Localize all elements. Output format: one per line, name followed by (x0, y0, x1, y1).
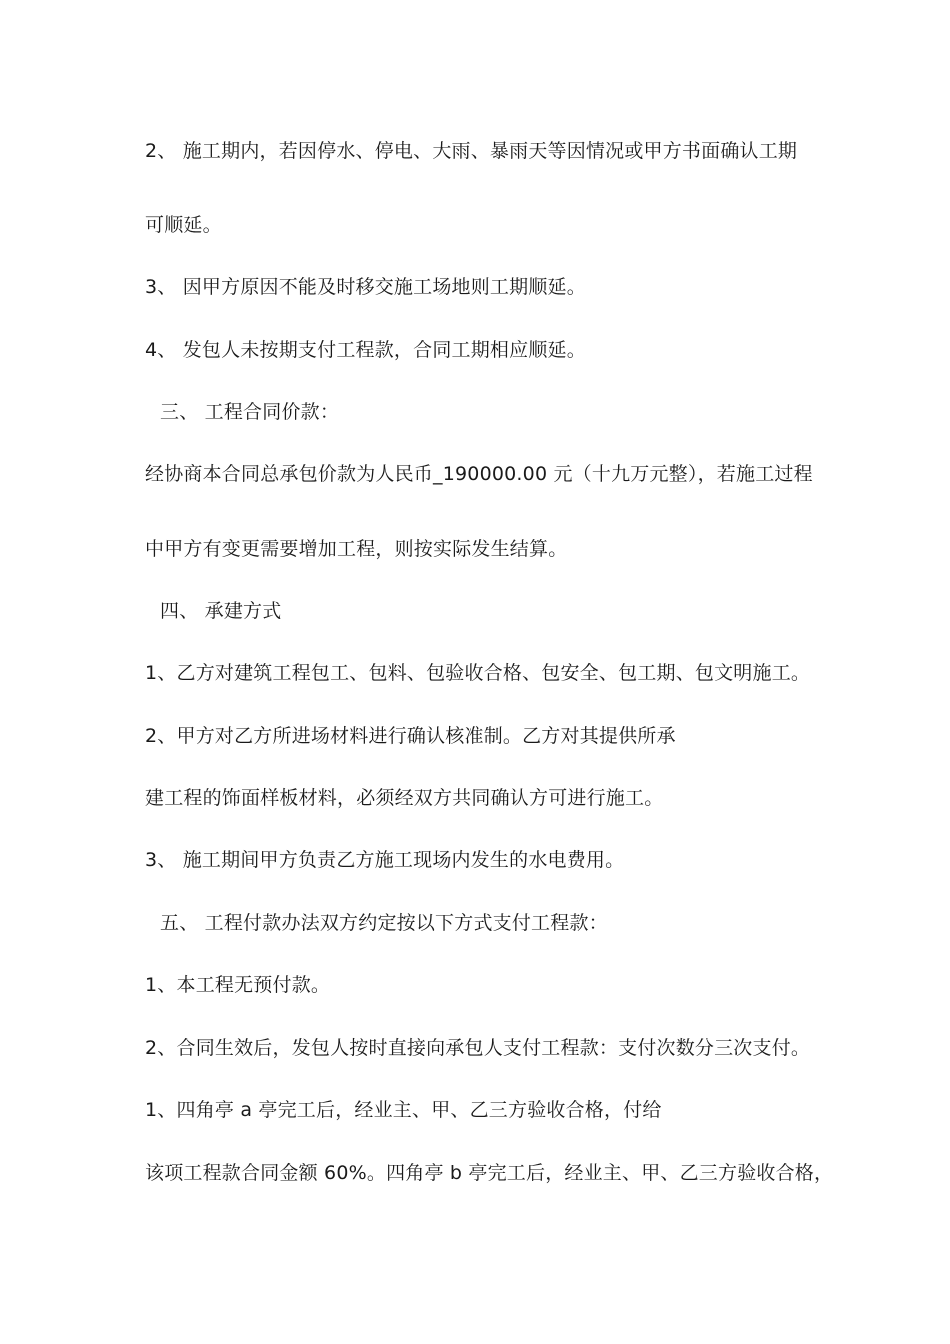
payment-subitem-1-line-2: 该项工程款合同金额 60%。四角亭 b 亭完工后，经业主、甲、乙三方验收合格， (145, 1162, 834, 1184)
section-4-heading: 四、 承建方式 (160, 600, 282, 622)
price-paragraph-line-2: 中甲方有变更需要增加工程，则按实际发生结算。 (145, 538, 568, 560)
clause-2-line-1: 2、 施工期内，若因停水、停电、大雨、暴雨天等因情况或甲方书面确认工期 (145, 140, 798, 162)
clause-4: 4、 发包人未按期支付工程款，合同工期相应顺延。 (145, 339, 586, 361)
section-3-heading: 三、 工程合同价款： (160, 401, 340, 423)
payment-item-2: 2、合同生效后，发包人按时直接向承包人支付工程款：支付次数分三次支付。 (145, 1037, 811, 1059)
construction-item-2-line-2: 建工程的饰面样板材料，必须经双方共同确认方可进行施工。 (145, 787, 664, 809)
construction-item-3: 3、 施工期间甲方负责乙方施工现场内发生的水电费用。 (145, 849, 625, 871)
section-5-heading: 五、 工程付款办法双方约定按以下方式支付工程款： (160, 912, 608, 934)
clause-3: 3、 因甲方原因不能及时移交施工场地则工期顺延。 (145, 276, 586, 298)
clause-2-line-2: 可顺延。 (145, 214, 222, 236)
payment-item-1: 1、本工程无预付款。 (145, 974, 331, 996)
construction-item-1: 1、乙方对建筑工程包工、包料、包验收合格、包安全、包工期、包文明施工。 (145, 662, 811, 684)
price-paragraph-line-1: 经协商本合同总承包价款为人民币_190000.00 元（十九万元整），若施工过程 (145, 463, 813, 485)
payment-subitem-1-line-1: 1、四角亭 a 亭完工后，经业主、甲、乙三方验收合格，付给 (145, 1099, 662, 1121)
construction-item-2-line-1: 2、甲方对乙方所进场材料进行确认核准制。乙方对其提供所承 (145, 725, 676, 747)
